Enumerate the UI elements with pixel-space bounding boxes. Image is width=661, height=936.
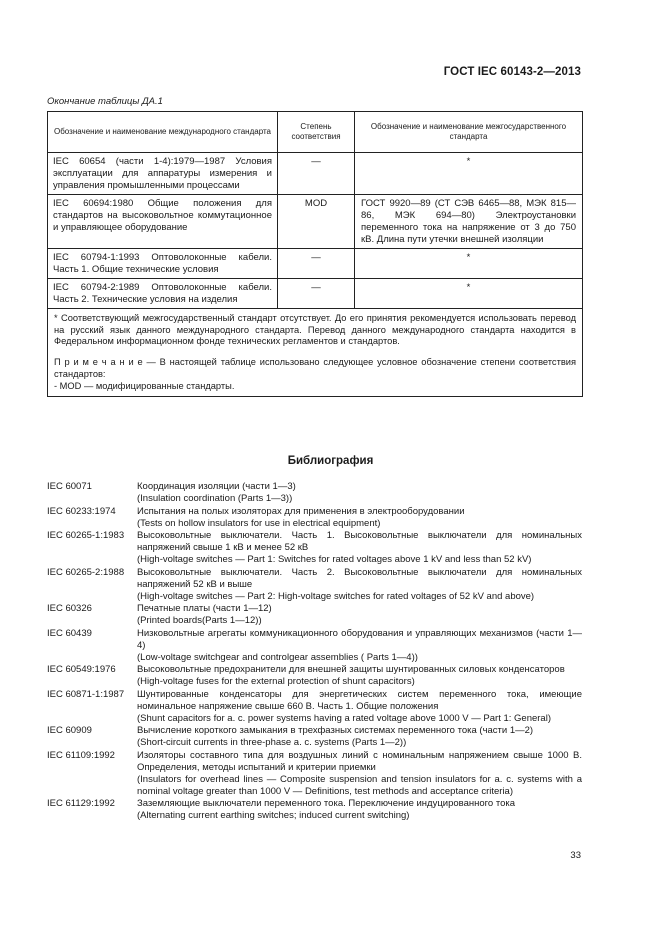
cell-degree: — <box>277 249 355 278</box>
bibliography-code: IEC 60265-2:1988 <box>47 566 125 578</box>
cell-interstate: * <box>466 252 471 263</box>
bibliography-entry <box>47 725 582 749</box>
bibliography-title-ru: Высоковольтные предохранители для внешней защиты шунтированных силовых конденсаторов <box>137 664 565 675</box>
table-note <box>54 357 576 380</box>
bibliography-entry <box>47 506 582 530</box>
page-number: 33 <box>570 850 581 861</box>
bibliography-entry <box>47 530 582 566</box>
bibliography-description <box>137 664 582 688</box>
bibliography-code: IEC 60439 <box>47 627 92 639</box>
cell-international: IEC 60694:1980 Общие положения для стандартов на высоковольтное коммутационное и управляющее оборудование <box>53 198 272 233</box>
bibliography-code: IEC 60871-1:1987 <box>47 688 125 700</box>
note-label: П р и м е ч а н и е <box>54 357 143 368</box>
bibliography-code: IEC 60549:1976 <box>47 664 116 675</box>
table-row <box>48 195 582 249</box>
bibliography-description <box>137 530 582 566</box>
bibliography-description <box>137 481 582 505</box>
note-text: — В настоящей таблице использовано следующее условное обозначение степени соответствия стандартов: <box>54 357 576 379</box>
bibliography-title-ru: Печатные платы (части 1—12) <box>137 603 272 614</box>
bibliography-entry <box>47 689 582 725</box>
table-header-row <box>48 112 582 153</box>
bibliography-code: IEC 60233:1974 <box>47 505 116 517</box>
cell-degree: MOD <box>277 195 355 248</box>
bibliography-entry <box>47 750 582 798</box>
bibliography-title-en: (Tests on hollow insulators for use in electrical equipment) <box>137 517 381 529</box>
table-footnote-row <box>48 309 582 396</box>
bibliography-entry <box>47 481 582 505</box>
bibliography-description <box>137 628 582 664</box>
cell-international: IEC 60654 (части 1-4):1979—1987 Условия эксплуатации для аппаратуры измерения и управления промышленными процессами <box>53 156 272 191</box>
bibliography-description <box>137 603 582 627</box>
bibliography-title-ru: Шунтированные конденсаторы для энергетических систем переменного тока, имеющие номинальное напряжение свыше 660 В. Часть 1. Общие положения <box>137 688 582 712</box>
bibliography-title-en: (Low-voltage switchgear and controlgear assemblies ( Parts 1—4)) <box>137 651 418 663</box>
cell-interstate: ГОСТ 9920—89 (СТ СЭВ 6465—88, МЭК 815—86, МЭК 694—80) Электроустановки переменного тока на напряжение от 3 до 750 кВ. Длина пути утечки внешней изоляции <box>361 198 576 245</box>
bibliography-title-ru: Высоковольтные выключатели. Часть 2. Высоковольтные выключатели для номинальных напряжений 52 кВ и выше <box>137 566 582 590</box>
bibliography-list <box>47 481 582 823</box>
bibliography-title: Библиография <box>287 455 374 467</box>
bibliography-entry <box>47 628 582 664</box>
bibliography-title-en: (Short-circuit currents in three-phase a. c. systems (Parts 1—2)) <box>137 737 407 748</box>
bibliography-entry <box>47 603 582 627</box>
cell-international: IEC 60794-1:1993 Оптоволоконные кабели. Часть 1. Общие технические условия <box>53 252 272 275</box>
bibliography-description <box>137 567 582 603</box>
bibliography-code: IEC 60909 <box>47 725 92 736</box>
bibliography-title-ru: Низковольтные агрегаты коммуникационного оборудования и управляющих механизмов (части 1—4) <box>137 627 582 651</box>
bibliography-title-ru: Вычисление короткого замыкания в трехфазных системах переменного тока (части 1—2) <box>137 725 534 736</box>
bibliography-title-ru: Высоковольтные выключатели. Часть 1. Высоковольтные выключатели для номинальных напряжений свыше 1 кВ и менее 52 кВ <box>137 530 582 553</box>
cell-degree: — <box>277 153 355 194</box>
bibliography-code: IEC 60265-1:1983 <box>47 530 125 541</box>
cell-interstate: * <box>466 282 471 293</box>
cell-international: IEC 60794-2:1989 Оптоволоконные кабели. Часть 2. Технические условия на изделия <box>53 282 272 305</box>
cell-interstate: * <box>466 156 471 167</box>
bibliography-title-ru: Заземляющие выключатели переменного тока. Переключение индуцированного тока <box>137 798 516 809</box>
bibliography-code: IEC 60326 <box>47 603 92 614</box>
table-caption: Окончание таблицы ДА.1 <box>47 96 163 107</box>
bibliography-title-en: (Alternating current earthing switches; induced current switching) <box>137 810 410 821</box>
header-interstate-standard: Обозначение и наименование межгосударственного стандарта <box>370 122 567 141</box>
cell-degree: — <box>277 279 355 308</box>
bibliography-description <box>137 689 582 725</box>
header-degree: Степень соответствия <box>277 112 355 152</box>
bibliography-title-ru: Испытания на полых изоляторах для применения в электрооборудовании <box>137 505 465 517</box>
table-footnote: * Соответствующий межгосударственный стандарт отсутствует. До его принятия рекомендуется использовать перевод на русский язык данного международного стандарта. Перевод данного международного стандарта находится в Федеральном информационном фонде технических регламентов и стандартов. <box>54 313 576 347</box>
note-item: - MOD — модифицированные стандарты. <box>54 380 235 391</box>
bibliography-entry <box>47 798 582 822</box>
bibliography-title-en: (Insulation coordination (Parts 1—3)) <box>137 493 293 504</box>
bibliography-description <box>137 725 582 749</box>
table-row <box>48 249 582 279</box>
header-international-standard: Обозначение и наименование международного стандарта <box>54 127 271 136</box>
bibliography-code: IEC 60071 <box>47 481 92 492</box>
bibliography-title-en: (Insulators for overhead lines — Composite suspension and tension insulators for a. c. systems with a nominal voltage greater than 1000 V — Definitions, test methods and acceptance criteria) <box>137 773 582 797</box>
bibliography-entry <box>47 664 582 688</box>
bibliography-title-en: (Shunt capacitors for a. c. power systems having a rated voltage above 1000 V — Part 1: General) <box>137 712 551 724</box>
bibliography-description <box>137 506 582 530</box>
bibliography-title-en: (High-voltage switches — Part 2: High-voltage switches for rated voltages of 52 kV and above) <box>137 590 535 602</box>
standard-designation: ГОСТ IEC 60143-2—2013 <box>443 66 581 78</box>
table-row <box>48 153 582 195</box>
bibliography-title-ru: Изоляторы составного типа для воздушных линий с номинальным напряжением свыше 1000 В. Определения, методы испытаний и критерии приемки <box>137 749 582 773</box>
bibliography-title-en: (High-voltage switches — Part 1: Switches for rated voltages above 1 kV and less than 52 kV) <box>137 554 532 565</box>
table-row <box>48 279 582 309</box>
correspondence-table <box>47 111 583 397</box>
bibliography-title-ru: Координация изоляции (части 1—3) <box>137 481 296 492</box>
bibliography-code: IEC 61129:1992 <box>47 798 115 809</box>
bibliography-entry <box>47 567 582 603</box>
bibliography-title-en: (High-voltage fuses for the external protection of shunt capacitors) <box>137 676 415 687</box>
bibliography-description <box>137 750 582 798</box>
bibliography-title-en: (Printed boards(Parts 1—12)) <box>137 615 262 626</box>
bibliography-description <box>137 798 582 822</box>
bibliography-code: IEC 61109:1992 <box>47 749 115 761</box>
